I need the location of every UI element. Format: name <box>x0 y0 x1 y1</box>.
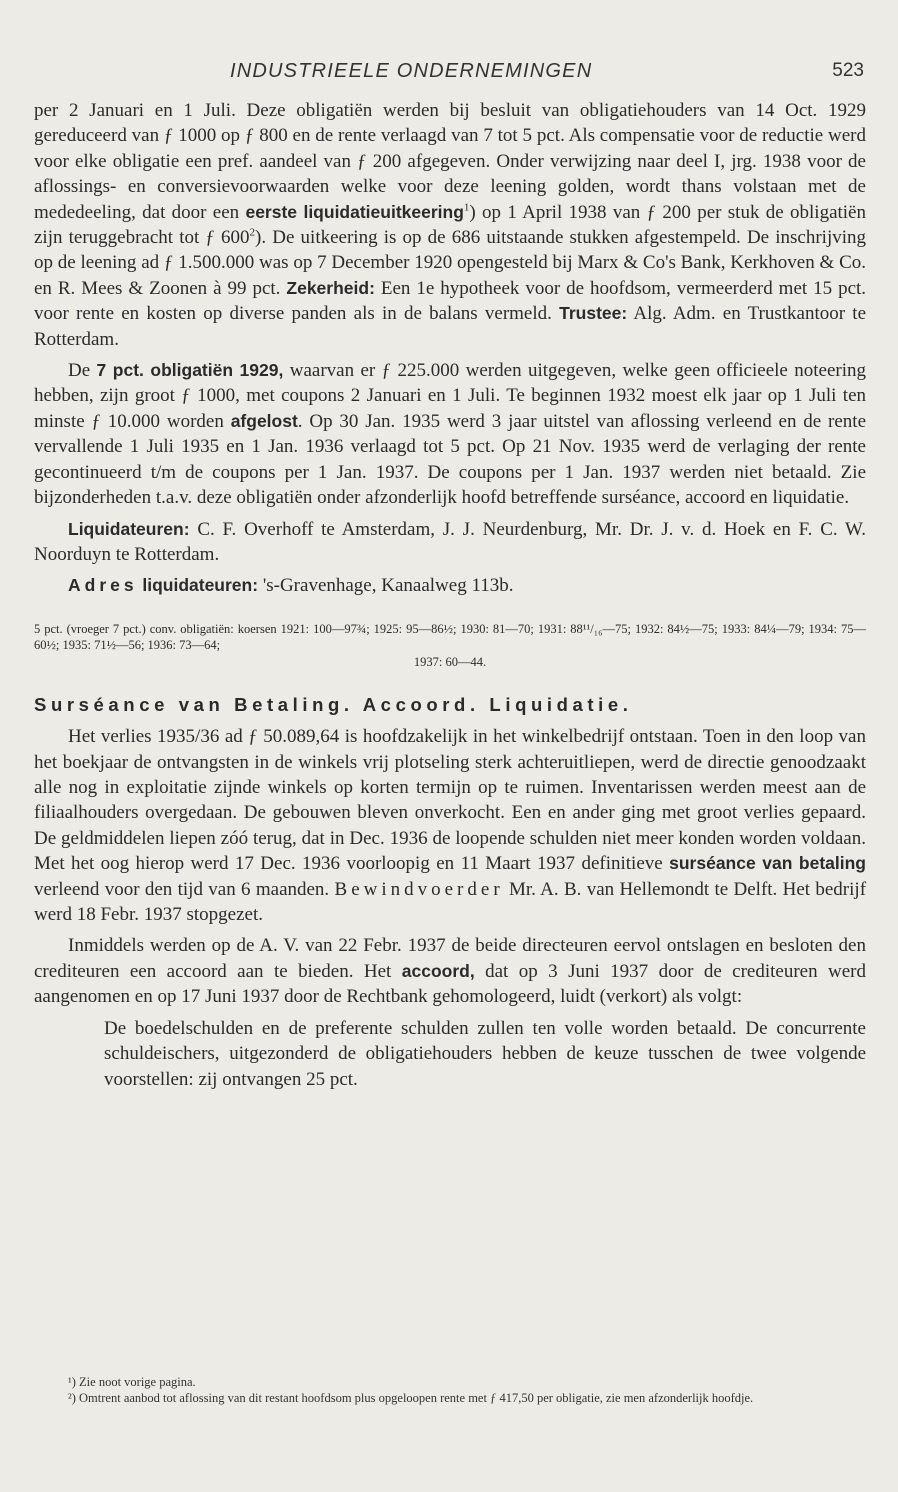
accord-terms-block <box>34 1016 866 1092</box>
paragraph-accord: Inmiddels werden op de A. V. van 22 Febr. 1937 de beide directeuren eervol ontslagen en besloten den crediteuren een accoord aan te bieden. Het accoord, dat op 3 Juni 1937 door de crediteuren werd aangenomen en op 17 Juni 1937 door de Rechtbank gehomologeerd, luidt (verkort) als volgt: <box>34 935 867 1008</box>
paragraph-liquidators-address: Adres liquidateuren: 's-Gravenhage, Kanaalweg 113b. <box>68 575 514 597</box>
running-header <box>0 60 898 88</box>
paragraph-losses: Het verlies 1935/36 ad ƒ 50.089,64 is hoofdzakelijk in het winkelbedrijf ontstaan. Toen in den loop van het boekjaar de ontvangsten in de winkels vrij plotseling sterk achteruitliepen, werd de directie genoodzaakt alle nog in exploitatie zijnde winkels op korten termijn op te ruimen. Inventarissen werden meest aan de filiaalhouders overgedaan. De gebouwen bleven onverkocht. Een en ander ging met groot verlies gepaard. De geldmiddelen liepen zóó terug, dat in Dec. 1936 de loopende schulden niet meer konden worden voldaan. Met het oog hierop werd 17 Dec. 1936 voorloopig en 11 Maart 1937 definitieve surséance van betaling verleend voor den tijd van 6 maanden. Bewindvoerder Mr. A. B. van Hellemondt te Delft. Het bedrijf werd 18 Febr. 1937 stopgezet. <box>34 726 867 926</box>
footnote-2: ²) Omtrent aanbod tot aflossing van dit restant hoofdsom plus opgeloopen rente met ƒ 417,50 per obligatie, zie men afzonderlijk hoofdje. <box>68 1391 754 1405</box>
running-title: INDUSTRIEELE ONDERNEMINGEN <box>230 60 593 82</box>
footnotes <box>34 1374 866 1406</box>
body-text <box>34 98 866 1092</box>
paragraph-bond-terms: per 2 Januari en 1 Juli. Deze obligatiën werden bij besluit van obligatiehouders van 14 Oct. 1929 gereduceerd van ƒ 1000 op ƒ 800 en de rente verlaagd van 7 tot 5 pct. Als compensatie voor de reductie werd voor elke obligatie een pref. aandeel van ƒ 200 afgegeven. Onder verwijzing naar deel I, jrg. 1938 voor de aflossings- en conversievoorwaarden welke voor deze leening golden, wordt thans volstaan met de mededeeling, dat door een eerste liquidatieuitkeering$^1$) op 1 April 1938 van ƒ 200 per stuk de obligatiën zijn teruggebracht tot ƒ $600^2$). De uitkeering is op de 686 uitstaande stukken afgestempeld. De inschrijving op de leening ad ƒ 1.500.000 was op 7 December 1920 opengesteld bij Marx & Co's Bank, Kerkhoven & Co. en R. Mees & Zoonen à 99 pct. Zekerheid: Een 1e hypotheek voor de hoofdsom, vermeerderd met 15 pct. voor rente en kosten op diverse panden als in de balans vermeld. Trustee: Alg. Adm. en Trustkantoor te Rotterdam. <box>34 100 867 350</box>
accord-terms-text: De boedelschulden en de preferente schulden zullen ten volle worden betaald. De concurrente schuldeischers, uitgezonderd de obligatiehouders hebben de keuze tusschen de twee volgende voorstellen: zij ontvangen 25 pct. <box>104 1017 866 1090</box>
section-heading: Surséance van Betaling. Accoord. Liquidatie. <box>34 694 633 716</box>
price-quotations: 5 pct. (vroeger 7 pct.) conv. obligatiën: koersen 1921: 100—97¾; 1925: 95—86½; 1930: 81—70; 1931: 88¹¹/₁₆—75; 1932: 84½—75; 1933: 84¼—79; 1934: 75—60½; 1935: 71½—56; 1936: 73—64; 1937: 60—44. <box>34 621 866 669</box>
page-number: 523 <box>832 60 864 81</box>
footnote-1: ¹) Zie noot vorige pagina. <box>68 1375 196 1389</box>
paragraph-7pct-bonds: De 7 pct. obligatiën 1929, waarvan er ƒ 225.000 werden uitgegeven, welke geen officieele noteering hebben, zijn groot ƒ 1000, met coupons 2 Januari en 1 Juli. Te beginnen 1932 moest elk jaar op 1 Juli ten minste ƒ 10.000 worden afgelost. Op 30 Jan. 1935 werd 3 jaar uitstel van aflossing verleend en de rente vervallende 1 Juli 1935 en 1 Jan. 1936 verlaagd tot 5 pct. Op 21 Nov. 1935 werd de verlaging der rente gecontinueerd t/m de coupons per 1 Jan. 1937. De coupons per 1 Jan. 1937 werden niet betaald. Zie bijzonderheden t.a.v. deze obligatiën onder afzonderlijk hoofd betreffende surséance, accoord en liquidatie. <box>34 360 866 509</box>
paragraph-liquidators: Liquidateuren: C. F. Overhoff te Amsterdam, J. J. Neurdenburg, Mr. Dr. J. v. d. Hoek en F. C. W. Noorduyn te Rotterdam. <box>34 518 866 565</box>
